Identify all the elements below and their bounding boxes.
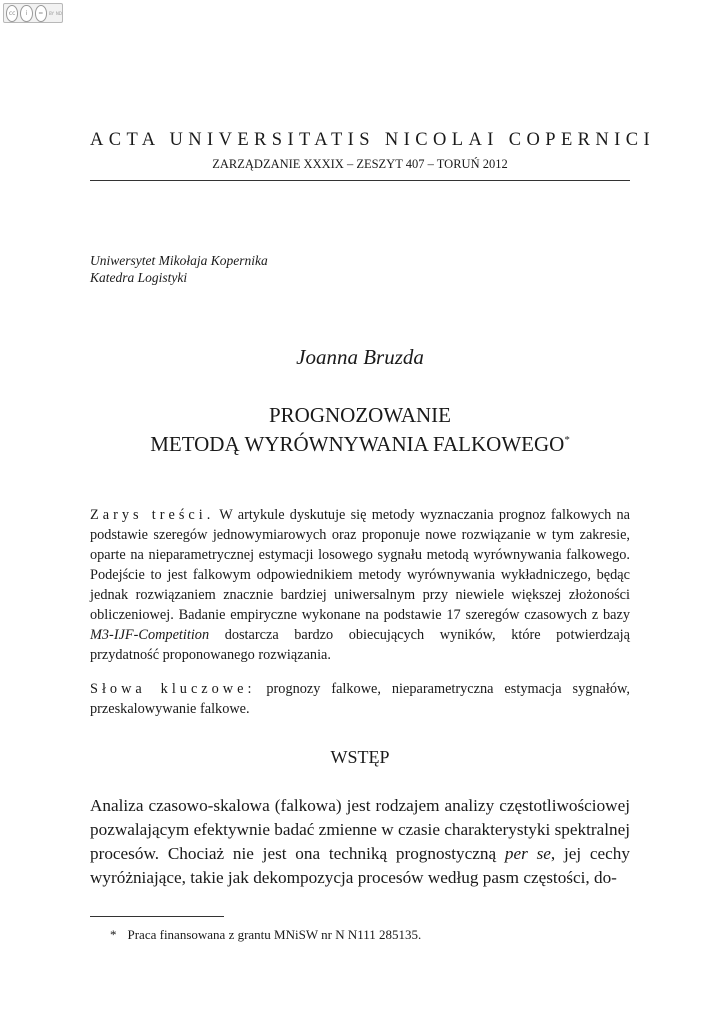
by-label: BY (48, 10, 54, 16)
by-icon: i (20, 5, 32, 22)
license-badge (3, 3, 63, 23)
nd-icon: = (35, 5, 47, 22)
cc-icon: cc (6, 5, 18, 22)
section-heading: WSTĘP (330, 747, 390, 767)
title-text: METODĄ WYRÓWNYWANIA FALKOWEGO (150, 432, 565, 456)
series-info: ZARZĄDZANIE XXXIX – ZESZYT 407 – TORUŃ 2012 (212, 157, 508, 171)
abstract-text-end: dostarcza bardzo obiecujących wyników, które potwierdzają przydatność proponowanego rozwiązania. (90, 627, 630, 663)
keywords-text: prognozy falkowe, nieparametryczna estymacja sygnałów, przeskalowywanie falkowe. (90, 681, 630, 717)
journal-name: ACTA UNIVERSITATIS NICOLAI COPERNICI (90, 130, 656, 150)
footnote (110, 927, 421, 943)
footnote-divider (90, 916, 224, 917)
title-line-2 (90, 432, 630, 457)
nd-label: ND (55, 10, 62, 16)
body-emphasis: per se (504, 844, 551, 863)
body-text-end: , jej cechy wyróżniające, takie jak dekompozycja procesów według pasm częstości, do- (90, 844, 630, 887)
title-line-1: PROGNOZOWANIE (269, 403, 451, 427)
body-paragraph (90, 794, 630, 890)
header-divider (90, 180, 630, 181)
abstract-label: Zarys treści. (90, 507, 215, 523)
abstract-text: W artykule dyskutuje się metody wyznaczania prognoz falkowych na podstawie szeregów jednowymiarowych oraz proponuje nowe rozwiązanie w tym zakresie, oparte na nieparametrycznej estymacji losowego sygnału metodą wyrównywania falkowego. Podejście to jest falkowym odpowiednikiem metody wyrównywania wykładniczego, będąc jednak rozwiązaniem znacznie bardziej uniwersalnym przy niewiele większej złożoności obliczeniowej. Badanie empiryczne wykonane na podstawie 17 szeregów czasowych z bazy (90, 507, 630, 623)
footnote-mark: * (110, 927, 117, 942)
affiliation-university: Uniwersytet Mikołaja Kopernika (90, 253, 268, 268)
affiliation-department: Katedra Logistyki (90, 270, 188, 285)
keywords (90, 679, 630, 719)
abstract (90, 505, 630, 665)
footnote-text: Praca finansowana z grantu MNiSW nr N N111 285135. (127, 927, 422, 942)
title-footnote-mark: * (564, 434, 570, 446)
author-name: Joanna Bruzda (296, 345, 424, 369)
database-name: M3-IJF-Competition (90, 627, 210, 643)
body-text: Analiza czasowo-skalowa (falkowa) jest rodzajem analizy częstotliwościowej pozwalającym efektywnie badać zmienne w czasie charakterystyki spektralnej procesów. Chociaż nie jest ona techniką prognostyczną (90, 796, 630, 863)
keywords-label: Słowa kluczowe: (90, 681, 256, 697)
